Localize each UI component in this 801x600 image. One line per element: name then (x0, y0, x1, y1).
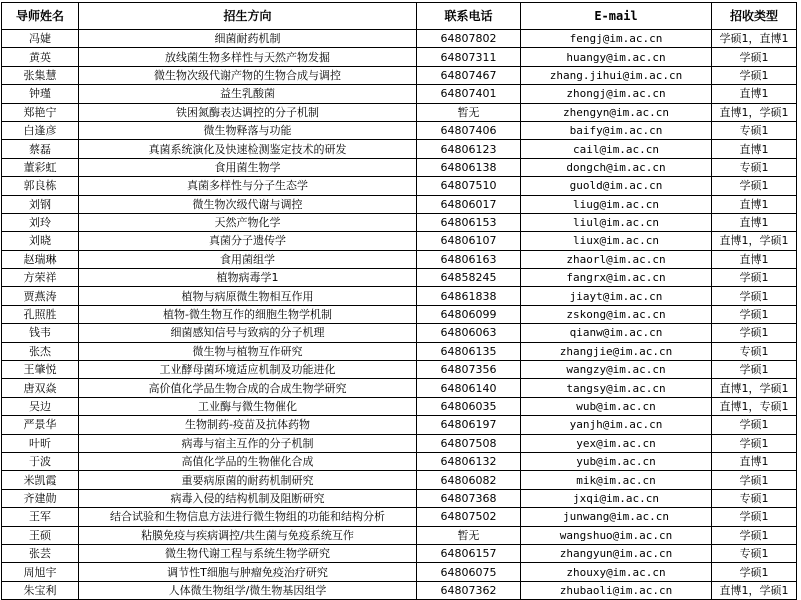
admission-type-cell: 直博1，学硕1 (712, 103, 797, 121)
advisor-name-cell: 黄英 (2, 48, 79, 66)
research-direction-cell: 细菌感知信号与致病的分子机理 (79, 324, 417, 342)
research-direction-cell: 放线菌生物多样性与天然产物发掘 (79, 48, 417, 66)
admission-type-cell: 直博1 (712, 250, 797, 268)
phone-cell: 64806138 (417, 158, 521, 176)
phone-cell: 64806035 (417, 397, 521, 415)
phone-cell: 64807502 (417, 508, 521, 526)
admission-type-cell: 学硕1 (712, 324, 797, 342)
table-row (2, 195, 797, 213)
phone-cell: 64858245 (417, 269, 521, 287)
advisor-name-cell: 刘钢 (2, 195, 79, 213)
research-direction-cell: 微生物次级代谢产物的生物合成与调控 (79, 66, 417, 84)
research-direction-cell: 微生物释落与功能 (79, 121, 417, 139)
advisor-name-cell: 郭良栋 (2, 177, 79, 195)
header-direction: 招生方向 (79, 3, 417, 30)
phone-cell: 64806153 (417, 213, 521, 231)
admission-type-cell: 学硕1 (712, 177, 797, 195)
advisor-name-cell: 刘玲 (2, 213, 79, 231)
phone-cell: 64806132 (417, 452, 521, 470)
email-cell[interactable]: jiayt@im.ac.cn (521, 287, 712, 305)
advisor-name-cell: 刘晓 (2, 232, 79, 250)
research-direction-cell: 铁困氮酶表达调控的分子机制 (79, 103, 417, 121)
email-cell[interactable]: zhaorl@im.ac.cn (521, 250, 712, 268)
admission-type-cell: 学硕1 (712, 66, 797, 84)
table-row (2, 361, 797, 379)
admission-type-cell: 直博1，学硕1 (712, 232, 797, 250)
advisor-name-cell: 张芸 (2, 544, 79, 562)
admission-type-cell: 专硕1 (712, 121, 797, 139)
email-cell[interactable]: zhang.jihui@im.ac.cn (521, 66, 712, 84)
table-row (2, 30, 797, 48)
advisor-name-cell: 周旭宇 (2, 563, 79, 581)
research-direction-cell: 病毒与宿主互作的分子机制 (79, 434, 417, 452)
header-type: 招收类型 (712, 3, 797, 30)
advisor-name-cell: 钟瑾 (2, 85, 79, 103)
phone-cell: 64806197 (417, 416, 521, 434)
table-row (2, 379, 797, 397)
research-direction-cell: 植物病毒学1 (79, 269, 417, 287)
research-direction-cell: 真菌分子遗传学 (79, 232, 417, 250)
admission-type-cell: 学硕1 (712, 287, 797, 305)
email-cell[interactable]: yub@im.ac.cn (521, 452, 712, 470)
admission-type-cell: 学硕1 (712, 526, 797, 544)
advisor-name-cell: 齐建勋 (2, 489, 79, 507)
advisor-name-cell: 贾燕涛 (2, 287, 79, 305)
admission-type-cell: 学硕1 (712, 471, 797, 489)
email-cell[interactable]: fangrx@im.ac.cn (521, 269, 712, 287)
table-row (2, 66, 797, 84)
advisor-name-cell: 赵瑞琳 (2, 250, 79, 268)
advisor-name-cell: 张集慧 (2, 66, 79, 84)
email-cell[interactable]: wangshuo@im.ac.cn (521, 526, 712, 544)
phone-cell: 64807406 (417, 121, 521, 139)
research-direction-cell: 食用菌生物学 (79, 158, 417, 176)
phone-cell: 64806017 (417, 195, 521, 213)
table-row (2, 563, 797, 581)
phone-cell: 暂无 (417, 526, 521, 544)
advisor-name-cell: 吴边 (2, 397, 79, 415)
table-row (2, 158, 797, 176)
advisor-name-cell: 孔照胜 (2, 305, 79, 323)
admission-type-cell: 学硕1 (712, 416, 797, 434)
table-row (2, 305, 797, 323)
admission-type-cell: 学硕1 (712, 269, 797, 287)
admission-type-cell: 直博1，学硕1 (712, 581, 797, 599)
admission-type-cell: 专硕1 (712, 544, 797, 562)
table-row (2, 269, 797, 287)
advisor-name-cell: 严景华 (2, 416, 79, 434)
table-row (2, 416, 797, 434)
advisor-name-cell: 白逢彦 (2, 121, 79, 139)
table-row (2, 452, 797, 470)
advisor-name-cell: 郑艳宁 (2, 103, 79, 121)
email-cell[interactable]: zskong@im.ac.cn (521, 305, 712, 323)
table-row (2, 140, 797, 158)
table-row (2, 324, 797, 342)
advisor-name-cell: 张杰 (2, 342, 79, 360)
email-cell[interactable]: liug@im.ac.cn (521, 195, 712, 213)
email-cell[interactable]: zhangjie@im.ac.cn (521, 342, 712, 360)
table-row (2, 508, 797, 526)
research-direction-cell: 益生乳酸菌 (79, 85, 417, 103)
admission-type-cell: 学硕1 (712, 48, 797, 66)
email-cell[interactable]: zhubaoli@im.ac.cn (521, 581, 712, 599)
research-direction-cell: 重要病原菌的耐药机制研究 (79, 471, 417, 489)
phone-cell: 64806163 (417, 250, 521, 268)
research-direction-cell: 调节性T细胞与肿瘤免疫治疗研究 (79, 563, 417, 581)
phone-cell: 64807802 (417, 30, 521, 48)
admission-type-cell: 专硕1 (712, 342, 797, 360)
research-direction-cell: 食用菌组学 (79, 250, 417, 268)
admission-type-cell: 直博1，专硕1 (712, 397, 797, 415)
table-body (2, 30, 797, 600)
phone-cell: 64806140 (417, 379, 521, 397)
phone-cell: 64807508 (417, 434, 521, 452)
phone-cell: 64806135 (417, 342, 521, 360)
advisor-name-cell: 唐双焱 (2, 379, 79, 397)
email-cell[interactable]: cail@im.ac.cn (521, 140, 712, 158)
admission-type-cell: 专硕1 (712, 158, 797, 176)
email-cell[interactable]: zhengyn@im.ac.cn (521, 103, 712, 121)
header-name: 导师姓名 (2, 3, 79, 30)
admission-type-cell: 直博1，学硕1 (712, 379, 797, 397)
table-row (2, 287, 797, 305)
advisor-name-cell: 董彩虹 (2, 158, 79, 176)
research-direction-cell: 结合试验和生物信息方法进行微生物组的功能和结构分析 (79, 508, 417, 526)
table-row (2, 342, 797, 360)
advisor-name-cell: 王军 (2, 508, 79, 526)
email-cell[interactable]: baify@im.ac.cn (521, 121, 712, 139)
research-direction-cell: 植物-微生物互作的细胞生物学机制 (79, 305, 417, 323)
research-direction-cell: 天然产物化学 (79, 213, 417, 231)
email-cell[interactable]: guold@im.ac.cn (521, 177, 712, 195)
table-row (2, 489, 797, 507)
phone-cell: 64861838 (417, 287, 521, 305)
table-row (2, 85, 797, 103)
phone-cell: 64806099 (417, 305, 521, 323)
header-row (2, 3, 797, 30)
advisor-name-cell: 钱韦 (2, 324, 79, 342)
email-cell[interactable]: yex@im.ac.cn (521, 434, 712, 452)
phone-cell: 64807467 (417, 66, 521, 84)
email-cell[interactable]: mik@im.ac.cn (521, 471, 712, 489)
email-cell[interactable]: liul@im.ac.cn (521, 213, 712, 231)
table-row (2, 177, 797, 195)
admission-type-cell: 学硕1 (712, 508, 797, 526)
phone-cell: 64807311 (417, 48, 521, 66)
email-cell[interactable]: wub@im.ac.cn (521, 397, 712, 415)
advisor-name-cell: 于波 (2, 452, 79, 470)
advisor-name-cell: 朱宝利 (2, 581, 79, 599)
research-direction-cell: 病毒入侵的结构机制及阻断研究 (79, 489, 417, 507)
research-direction-cell: 生物制药-疫苗及抗体药物 (79, 416, 417, 434)
email-cell[interactable]: huangy@im.ac.cn (521, 48, 712, 66)
table-row (2, 121, 797, 139)
table-row (2, 581, 797, 599)
research-direction-cell: 植物与病原微生物相互作用 (79, 287, 417, 305)
table-row (2, 526, 797, 544)
admission-type-cell: 学硕1 (712, 563, 797, 581)
header-email: E-mail (521, 3, 712, 30)
email-cell[interactable]: dongch@im.ac.cn (521, 158, 712, 176)
advisor-table (1, 2, 797, 600)
advisor-name-cell: 王硕 (2, 526, 79, 544)
research-direction-cell: 人体微生物组学/微生物基因组学 (79, 581, 417, 599)
table-row (2, 544, 797, 562)
email-cell[interactable]: wangzy@im.ac.cn (521, 361, 712, 379)
research-direction-cell: 工业酶与微生物催化 (79, 397, 417, 415)
research-direction-cell: 微生物次级代谢与调控 (79, 195, 417, 213)
research-direction-cell: 微生物与植物互作研究 (79, 342, 417, 360)
admission-type-cell: 学硕1 (712, 305, 797, 323)
phone-cell: 64806082 (417, 471, 521, 489)
admission-type-cell: 学硕1，直博1 (712, 30, 797, 48)
research-direction-cell: 高值化学品的生物催化合成 (79, 452, 417, 470)
table-row (2, 471, 797, 489)
phone-cell: 64806123 (417, 140, 521, 158)
admission-type-cell: 直博1 (712, 85, 797, 103)
phone-cell: 64807368 (417, 489, 521, 507)
advisor-name-cell: 冯婕 (2, 30, 79, 48)
phone-cell: 64806157 (417, 544, 521, 562)
admission-type-cell: 学硕1 (712, 361, 797, 379)
table-row (2, 434, 797, 452)
email-cell[interactable]: yanjh@im.ac.cn (521, 416, 712, 434)
research-direction-cell: 微生物代谢工程与系统生物学研究 (79, 544, 417, 562)
table-row (2, 213, 797, 231)
email-cell[interactable]: jxqi@im.ac.cn (521, 489, 712, 507)
advisor-name-cell: 蔡磊 (2, 140, 79, 158)
research-direction-cell: 真菌多样性与分子生态学 (79, 177, 417, 195)
table-row (2, 48, 797, 66)
email-cell[interactable]: zhouxy@im.ac.cn (521, 563, 712, 581)
admission-type-cell: 直博1 (712, 195, 797, 213)
advisor-name-cell: 方荣祥 (2, 269, 79, 287)
research-direction-cell: 工业酵母菌环境适应机制及功能进化 (79, 361, 417, 379)
email-cell[interactable]: qianw@im.ac.cn (521, 324, 712, 342)
header-phone: 联系电话 (417, 3, 521, 30)
research-direction-cell: 粘膜免疫与疾病调控/共生菌与免疫系统互作 (79, 526, 417, 544)
table-row (2, 103, 797, 121)
admission-type-cell: 直博1 (712, 213, 797, 231)
table-row (2, 397, 797, 415)
email-cell[interactable]: zhongj@im.ac.cn (521, 85, 712, 103)
admission-type-cell: 直博1 (712, 452, 797, 470)
phone-cell: 暂无 (417, 103, 521, 121)
phone-cell: 64806107 (417, 232, 521, 250)
email-cell[interactable]: liux@im.ac.cn (521, 232, 712, 250)
research-direction-cell: 真菌系统演化及快速检测鉴定技术的研发 (79, 140, 417, 158)
admission-type-cell: 专硕1 (712, 489, 797, 507)
phone-cell: 64807401 (417, 85, 521, 103)
phone-cell: 64807510 (417, 177, 521, 195)
table-row (2, 232, 797, 250)
advisor-name-cell: 叶昕 (2, 434, 79, 452)
admission-type-cell: 学硕1 (712, 434, 797, 452)
research-direction-cell: 细菌耐药机制 (79, 30, 417, 48)
table-row (2, 250, 797, 268)
email-cell[interactable]: tangsy@im.ac.cn (521, 379, 712, 397)
research-direction-cell: 高价值化学品生物合成的合成生物学研究 (79, 379, 417, 397)
admission-type-cell: 直博1 (712, 140, 797, 158)
email-cell[interactable]: zhangyun@im.ac.cn (521, 544, 712, 562)
phone-cell: 64806063 (417, 324, 521, 342)
advisor-name-cell: 米凯霞 (2, 471, 79, 489)
phone-cell: 64806075 (417, 563, 521, 581)
advisor-name-cell: 王肇悦 (2, 361, 79, 379)
email-cell[interactable]: fengj@im.ac.cn (521, 30, 712, 48)
email-cell[interactable]: junwang@im.ac.cn (521, 508, 712, 526)
phone-cell: 64807356 (417, 361, 521, 379)
phone-cell: 64807362 (417, 581, 521, 599)
